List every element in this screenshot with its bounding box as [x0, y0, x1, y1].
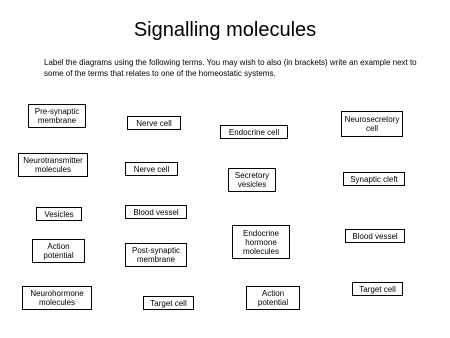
label-neurotransmitter-molecules[interactable]: Neurotransmitter molecules	[18, 153, 88, 177]
label-nerve-cell-1[interactable]: Nerve cell	[127, 116, 181, 130]
label-nerve-cell-2[interactable]: Nerve cell	[125, 162, 178, 176]
label-blood-vessel-1[interactable]: Blood vessel	[125, 205, 187, 219]
label-action-potential-1[interactable]: Action potential	[32, 239, 85, 263]
label-action-potential-2[interactable]: Action potential	[246, 286, 300, 310]
label-vesicles[interactable]: Vesicles	[36, 207, 82, 221]
label-blood-vessel-2[interactable]: Blood vessel	[345, 229, 405, 243]
instructions-text: Label the diagrams using the following terms. You may wish to also (in brackets) write an example next to some of the terms that relates to one of the homeostatic systems.	[44, 58, 417, 78]
label-secretory-vesicles[interactable]: Secretory vesicles	[228, 168, 276, 192]
label-synaptic-cleft[interactable]: Synaptic cleft	[343, 172, 405, 186]
label-pre-synaptic-membrane[interactable]: Pre-synaptic membrane	[28, 104, 86, 128]
label-target-cell-1[interactable]: Target cell	[352, 282, 403, 296]
label-endocrine-hormone-molecules[interactable]: Endocrine hormone molecules	[232, 225, 290, 259]
label-target-cell-2[interactable]: Target cell	[143, 296, 194, 310]
label-endocrine-cell[interactable]: Endocrine cell	[220, 125, 288, 139]
label-neurosecretory-cell[interactable]: Neurosecretory cell	[341, 111, 403, 137]
label-post-synaptic-membrane[interactable]: Post-synaptic membrane	[125, 243, 187, 267]
label-neurohormone-molecules[interactable]: Neurohormone molecules	[22, 286, 92, 310]
page-title: Signalling molecules	[133, 19, 317, 41]
